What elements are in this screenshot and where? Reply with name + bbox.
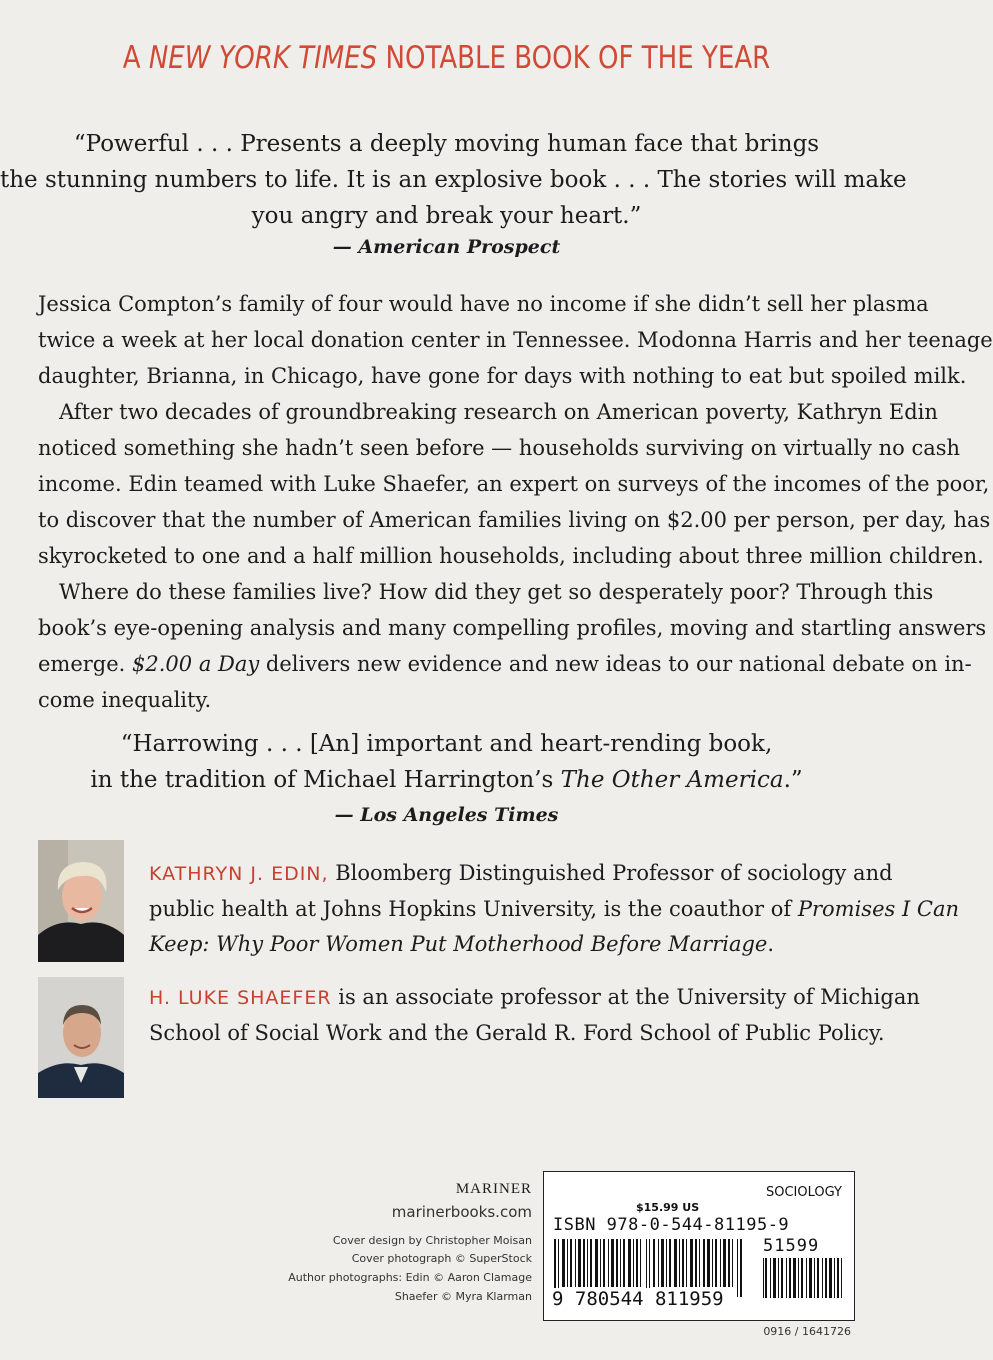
publisher-website: marinerbooks.com bbox=[391, 1203, 532, 1221]
book-description bbox=[38, 286, 993, 718]
quote-line: the stunning numbers to life. It is an explosive book . . . The stories will make bbox=[0, 167, 907, 193]
quote-1-attribution: — American Prospect bbox=[332, 236, 561, 258]
quote-line: in the tradition of Michael Harrington’s The Other America.” bbox=[90, 767, 803, 793]
author-name-shaefer: H. LUKE SHAEFER bbox=[149, 987, 332, 1009]
notable-book-banner: A NEW YORK TIMES NOTABLE BOOK OF THE YEAR bbox=[122, 40, 771, 76]
author-bio-edin: KATHRYN J. EDIN, Bloomberg Distinguished Professor of sociology and public health at Johns Hopkins University, is the coauthor of Promises I Can Keep: Why Poor Women Put Motherhood Before Marriage. bbox=[149, 861, 960, 956]
quote-line: “Harrowing . . . [An] important and heart-rending book, bbox=[120, 731, 773, 757]
barcode-box bbox=[543, 1171, 855, 1321]
desc-line: twice a week at her local donation center in Tennessee. Modonna Harris and her teenage bbox=[38, 328, 993, 352]
quote-line: “Powerful . . . Presents a deeply moving human face that brings bbox=[73, 131, 820, 157]
credit-line: Author photographs: Edin © Aaron Clamage bbox=[288, 1271, 532, 1284]
price-label: $15.99 US bbox=[636, 1201, 700, 1214]
desc-line: come inequality. bbox=[38, 688, 212, 712]
desc-line: to discover that the number of American families living on $2.00 per person, per day, has bbox=[38, 508, 991, 532]
credit-line: Shaefer © Myra Klarman bbox=[394, 1290, 532, 1303]
desc-line: Jessica Compton’s family of four would have no income if she didn’t sell her plasma bbox=[38, 292, 929, 316]
author-photo-edin bbox=[38, 840, 124, 962]
desc-line: book’s eye-opening analysis and many compelling profiles, moving and startling answers bbox=[38, 616, 987, 640]
price-code: 51599 bbox=[763, 1236, 820, 1256]
desc-line: emerge. $2.00 a Day delivers new evidence and new ideas to our national debate on in- bbox=[38, 652, 972, 676]
category-label: SOCIOLOGY bbox=[765, 1185, 842, 1200]
desc-line: income. Edin teamed with Luke Shaefer, an expert on surveys of the incomes of the poor, bbox=[38, 472, 990, 496]
author-name-edin: KATHRYN J. EDIN, bbox=[149, 863, 329, 885]
credit-line: Cover photograph © SuperStock bbox=[351, 1252, 532, 1265]
desc-line: noticed something she hadn’t seen before — households surviving on virtually no cash bbox=[38, 436, 961, 460]
author-photo-shaefer bbox=[38, 977, 124, 1098]
isbn-label: ISBN 978-0-544-81195-9 bbox=[553, 1215, 790, 1235]
quote-line: you angry and break your heart.” bbox=[251, 203, 642, 229]
desc-line: After two decades of groundbreaking research on American poverty, Kathryn Edin bbox=[59, 400, 938, 424]
desc-line: skyrocketed to one and a half million households, including about three million children. bbox=[38, 544, 984, 568]
review-quote-1 bbox=[0, 126, 907, 234]
ean-number: 9 780544 811959 bbox=[552, 1288, 728, 1310]
desc-line: daughter, Brianna, in Chicago, have gone for days with nothing to eat but spoiled milk. bbox=[38, 364, 967, 388]
price-barcode-icon bbox=[762, 1258, 846, 1298]
credit-line: Cover design by Christopher Moisan bbox=[332, 1234, 532, 1247]
desc-line: Where do these families live? How did they get so desperately poor? Through this bbox=[59, 580, 934, 604]
publisher-name: MARINER bbox=[455, 1181, 532, 1197]
quote-2-attribution: — Los Angeles Times bbox=[334, 804, 559, 826]
author-bio-shaefer: H. LUKE SHAEFER is an associate professor at the University of Michigan School of Social Work and the Gerald R. Ford School of Public Policy. bbox=[149, 985, 920, 1045]
review-quote-2 bbox=[0, 726, 893, 798]
print-code: 0916 / 1641726 bbox=[763, 1325, 851, 1338]
